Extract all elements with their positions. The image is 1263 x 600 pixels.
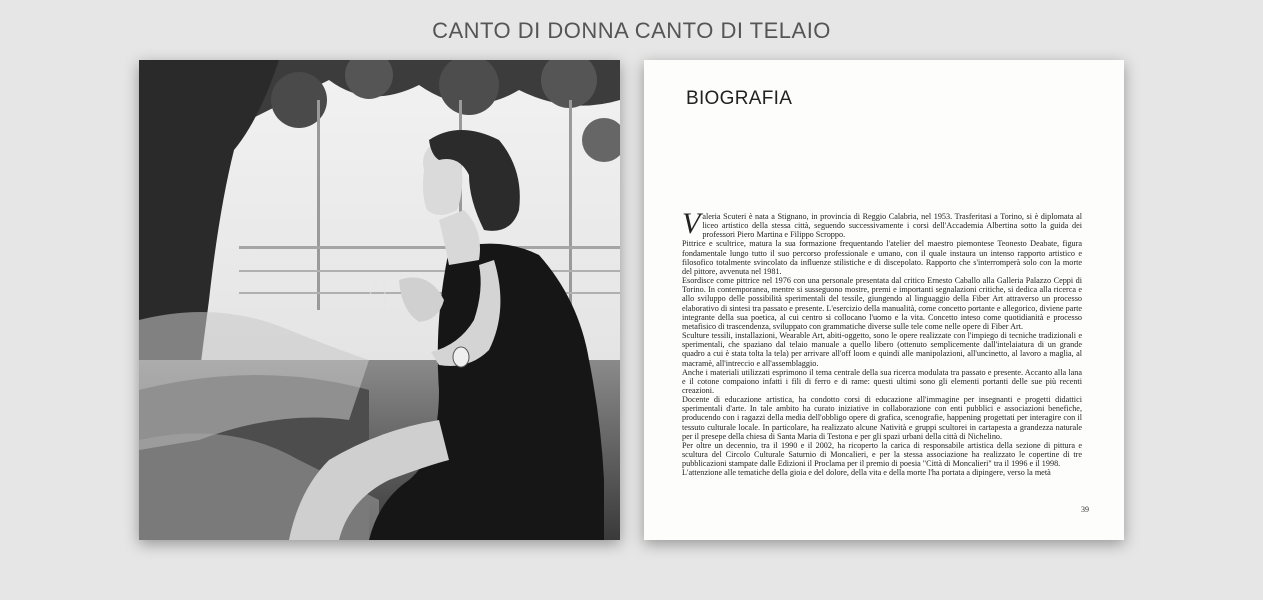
paragraph: Esordisce come pittrice nel 1976 con una personale presentata dal critico Ernesto Caballo alla Galleria Palazzo Ceppi di Torino. In contemporanea, mentre si susseguono mostre, premi e importanti segnalazioni critiche, si dedica alla ricerca e allo sviluppo delle possibilità sperimentali del tessile, giungendo al linguaggio della Fiber Art attraverso un processo elaborativo di sintesi tra passato e presente. L'esercizio della manualità, come concetto portante e allegorico, diviene parte integrante della sua poetica, al cui centro si collocano l'uomo e la vita. Concetto inteso come quotidianità e processo metafisico di trascendenza, sviluppato con grammatiche diverse sulle tele come nelle opere di Fiber Art. (682, 276, 1082, 331)
page-heading: BIOGRAFIA (686, 88, 793, 109)
biography-page (644, 60, 1124, 540)
book-title: CANTO DI DONNA CANTO DI TELAIO (432, 18, 831, 43)
paragraph: Sculture tessili, installazioni, Wearable Art, abiti-oggetto, sono le opere realizzate con l'impiego di tecniche tradizionali e sperimentali, che spaziano dal telaio manuale a quello libero (ottenuto semplicemente dall'intelaiatura di un grande quadro a cui è stata tolta la tela) per arrivare all'off loom e quindi alle manipolazioni, all'uncinetto, al lavoro a maglia, al macramè, all'intreccio e all'assemblaggio. (682, 331, 1082, 368)
paragraph: Per oltre un decennio, tra il 1990 e il 2002, ha ricoperto la carica di responsabile artistica della sezione di pittura e scultura del Circolo Culturale Saturnio di Moncalieri, e per la stessa associazione ha realizzato le copertine di tre pubblicazioni stampate dalle Edizioni il Proclama per il premio di poesia "Città di Moncalieri" tra il 1996 e il 1998. (682, 440, 1082, 469)
drop-cap: V (682, 207, 701, 240)
paragraph: Docente di educazione artistica, ha condotto corsi di educazione all'immagine per insegnanti e progetti didattici sperimentali d'arte. In tale ambito ha curato iniziative in collaborazione con enti pubblici e associazioni benefiche, producendo con i ragazzi della media dell'obbligo opere di grafica, scenografie, happening progettati per interagire con il tessuto culturale locale. In particolare, ha realizzato alcune Natività e gruppi scultorei in cartapesta a grandezza naturale per il presepe della chiesa di Santa Maria di Testona e per gli spazi urbani della città di Nichelino. (682, 395, 1082, 441)
paragraph: L'attenzione alle tematiche della gioia e del dolore, della vita e della morte l'ha portata a dipingere, verso la metà (682, 468, 1051, 478)
biography-text (682, 207, 1082, 478)
paragraph: Pittrice e scultrice, matura la sua formazione frequentando l'atelier del maestro piemontese Teonesto Deabate, figura fondamentale lungo tutto il suo percorso professionale e umano, con il quale instaura un intenso rapporto artistico e filosofico totalmente svincolato da influenze stilistiche e di discepolato. Rapporto che s'interromperà solo con la morte del pittore, avvenuta nel 1981. (682, 239, 1082, 276)
paragraph: Anche i materiali utilizzati esprimono il tema centrale della sua ricerca modulata tra passato e presente. Accanto alla lana e il cotone compaiono infatti i fili di ferro e di rame: questi ultimi sono gli elementi portanti delle sue più recenti creazioni. (682, 367, 1082, 395)
paragraph: Valeria Scuteri è nata a Stignano, in provincia di Reggio Calabria, nel 1953. Trasferitasi a Torino, si è diplomata al liceo artistico della stessa città, seguendo successivamente i corsi dell'Accademia Albertina sotto la guida dei professori Piero Martina e Filippo Scroppo. (682, 207, 1082, 240)
page-number: 39 (1081, 505, 1089, 514)
portrait-photo (139, 60, 620, 540)
